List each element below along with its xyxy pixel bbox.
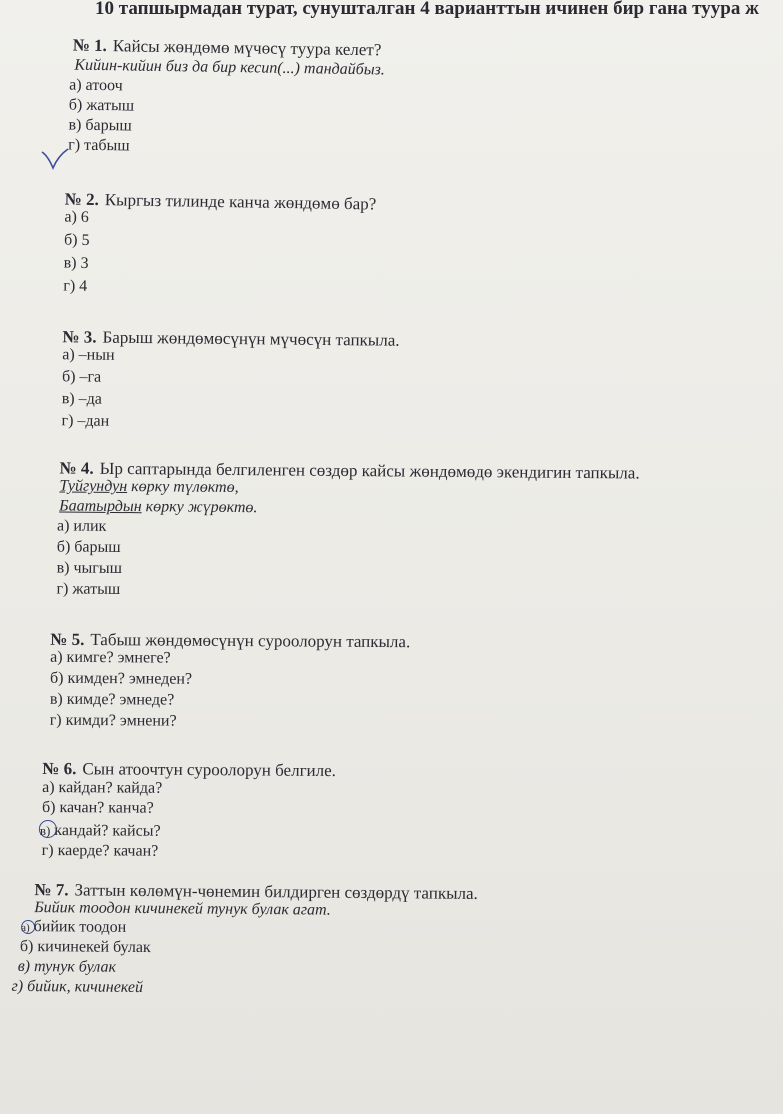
question-1-option-d: г) табыш [68, 136, 130, 155]
question-1-sentence: Кийин-кийин биз да бир кесип(...) тандайбыз. [74, 56, 385, 79]
question-1-option-a: а) атооч [69, 76, 123, 95]
question-7 [11, 880, 478, 999]
question-4-option-c: в) чыгыш [56, 559, 123, 578]
question-3 [61, 328, 399, 433]
question-1-option-c: в) барыш [68, 116, 132, 135]
question-6-text: Сын атоочтун суроолорун белгиле. [82, 759, 337, 781]
question-5 [50, 631, 411, 732]
question-7-sentence: Бийик тоодон кичинекей тунук булак агат. [34, 899, 331, 919]
question-1 [68, 35, 385, 159]
question-3-option-a: а) –нын [62, 346, 115, 364]
question-6 [39, 758, 337, 861]
question-5-number: № 5. [50, 629, 85, 649]
question-2-option-b: б) 5 [63, 231, 90, 249]
question-2 [63, 191, 376, 300]
question-5-option-b: б) кимден? эмнеден? [49, 669, 193, 688]
question-1-option-b: б) жатыш [68, 96, 135, 115]
question-7-option-b: б) кичинекей булак [19, 937, 151, 957]
question-4-option-a: а) илик [56, 517, 107, 535]
question-6-option-c: в) кандай? кайсы? [42, 820, 336, 841]
question-2-option-d: г) 4 [63, 277, 88, 295]
worksheet-header: 10 тапшырмадан турат, сунушталган 4 варианттын ичинен бир гана туура ж [95, 0, 759, 19]
question-3-option-c: в) –да [61, 390, 103, 408]
question-2-text: Кыргыз тилинде канча жөндөмө бар? [104, 190, 377, 214]
question-7-text: Заттын көлөмүн-чөнемин билдирген сөздөрдү тапкыла. [74, 880, 478, 903]
question-6-option-b: б) качан? канча? [41, 798, 154, 817]
question-5-text: Табыш жөндөмөсүнүн суроолорун тапкыла. [90, 630, 411, 652]
question-1-text: Кайсы жөндөмө мүчөсү туура келет? [112, 36, 382, 60]
question-4-verse-line-1: Туйгундун көрку түлөктө, [59, 477, 239, 497]
question-2-option-c: в) 3 [63, 254, 89, 272]
question-5-option-c: в) кимде? эмнеде? [49, 690, 175, 709]
question-4-verse-line-2: Баатырдын көрку жүрөктө. [59, 497, 258, 517]
question-4-underlined-word-2: Баатырдын [59, 497, 142, 516]
question-3-number: № 3. [62, 327, 97, 347]
pen-check-mark-icon [40, 146, 70, 172]
question-7-option-c: в) тунук булак [17, 957, 117, 976]
question-4-underlined-word-1: Туйгундун [59, 477, 128, 496]
question-7-option-d: г) бийик, кичинекей [11, 977, 144, 997]
question-5-option-d: г) кимди? эмнени? [49, 711, 177, 730]
question-3-option-b: б) –га [61, 368, 102, 386]
question-3-option-d: г) –дан [61, 412, 110, 430]
question-6-number: № 6. [42, 758, 77, 779]
question-4-option-d: г) жатыш [56, 580, 121, 599]
question-3-text: Барыш жөндөмөсүнүн мүчөсүн тапкыла. [102, 327, 400, 350]
question-6-option-a: а) кайдан? кайда? [42, 778, 163, 797]
question-4-text: Ыр саптарында белгиленген сөздөр кайсы жөндөмөдө экендигин тапкыла. [99, 458, 640, 483]
question-4-option-b: б) барыш [56, 538, 121, 557]
question-6-option-d: г) каерде? качан? [41, 841, 159, 860]
question-4 [58, 459, 639, 602]
question-1-number: № 1. [72, 35, 108, 56]
question-4-number: № 4. [59, 458, 94, 478]
question-7-number: № 7. [34, 880, 69, 900]
question-2-option-a: а) 6 [64, 208, 89, 226]
question-2-number: № 2. [64, 189, 99, 210]
question-5-option-a: а) кимге? эмнеге? [50, 648, 171, 667]
question-7-option-a: а) бийик тоодон [21, 918, 127, 936]
